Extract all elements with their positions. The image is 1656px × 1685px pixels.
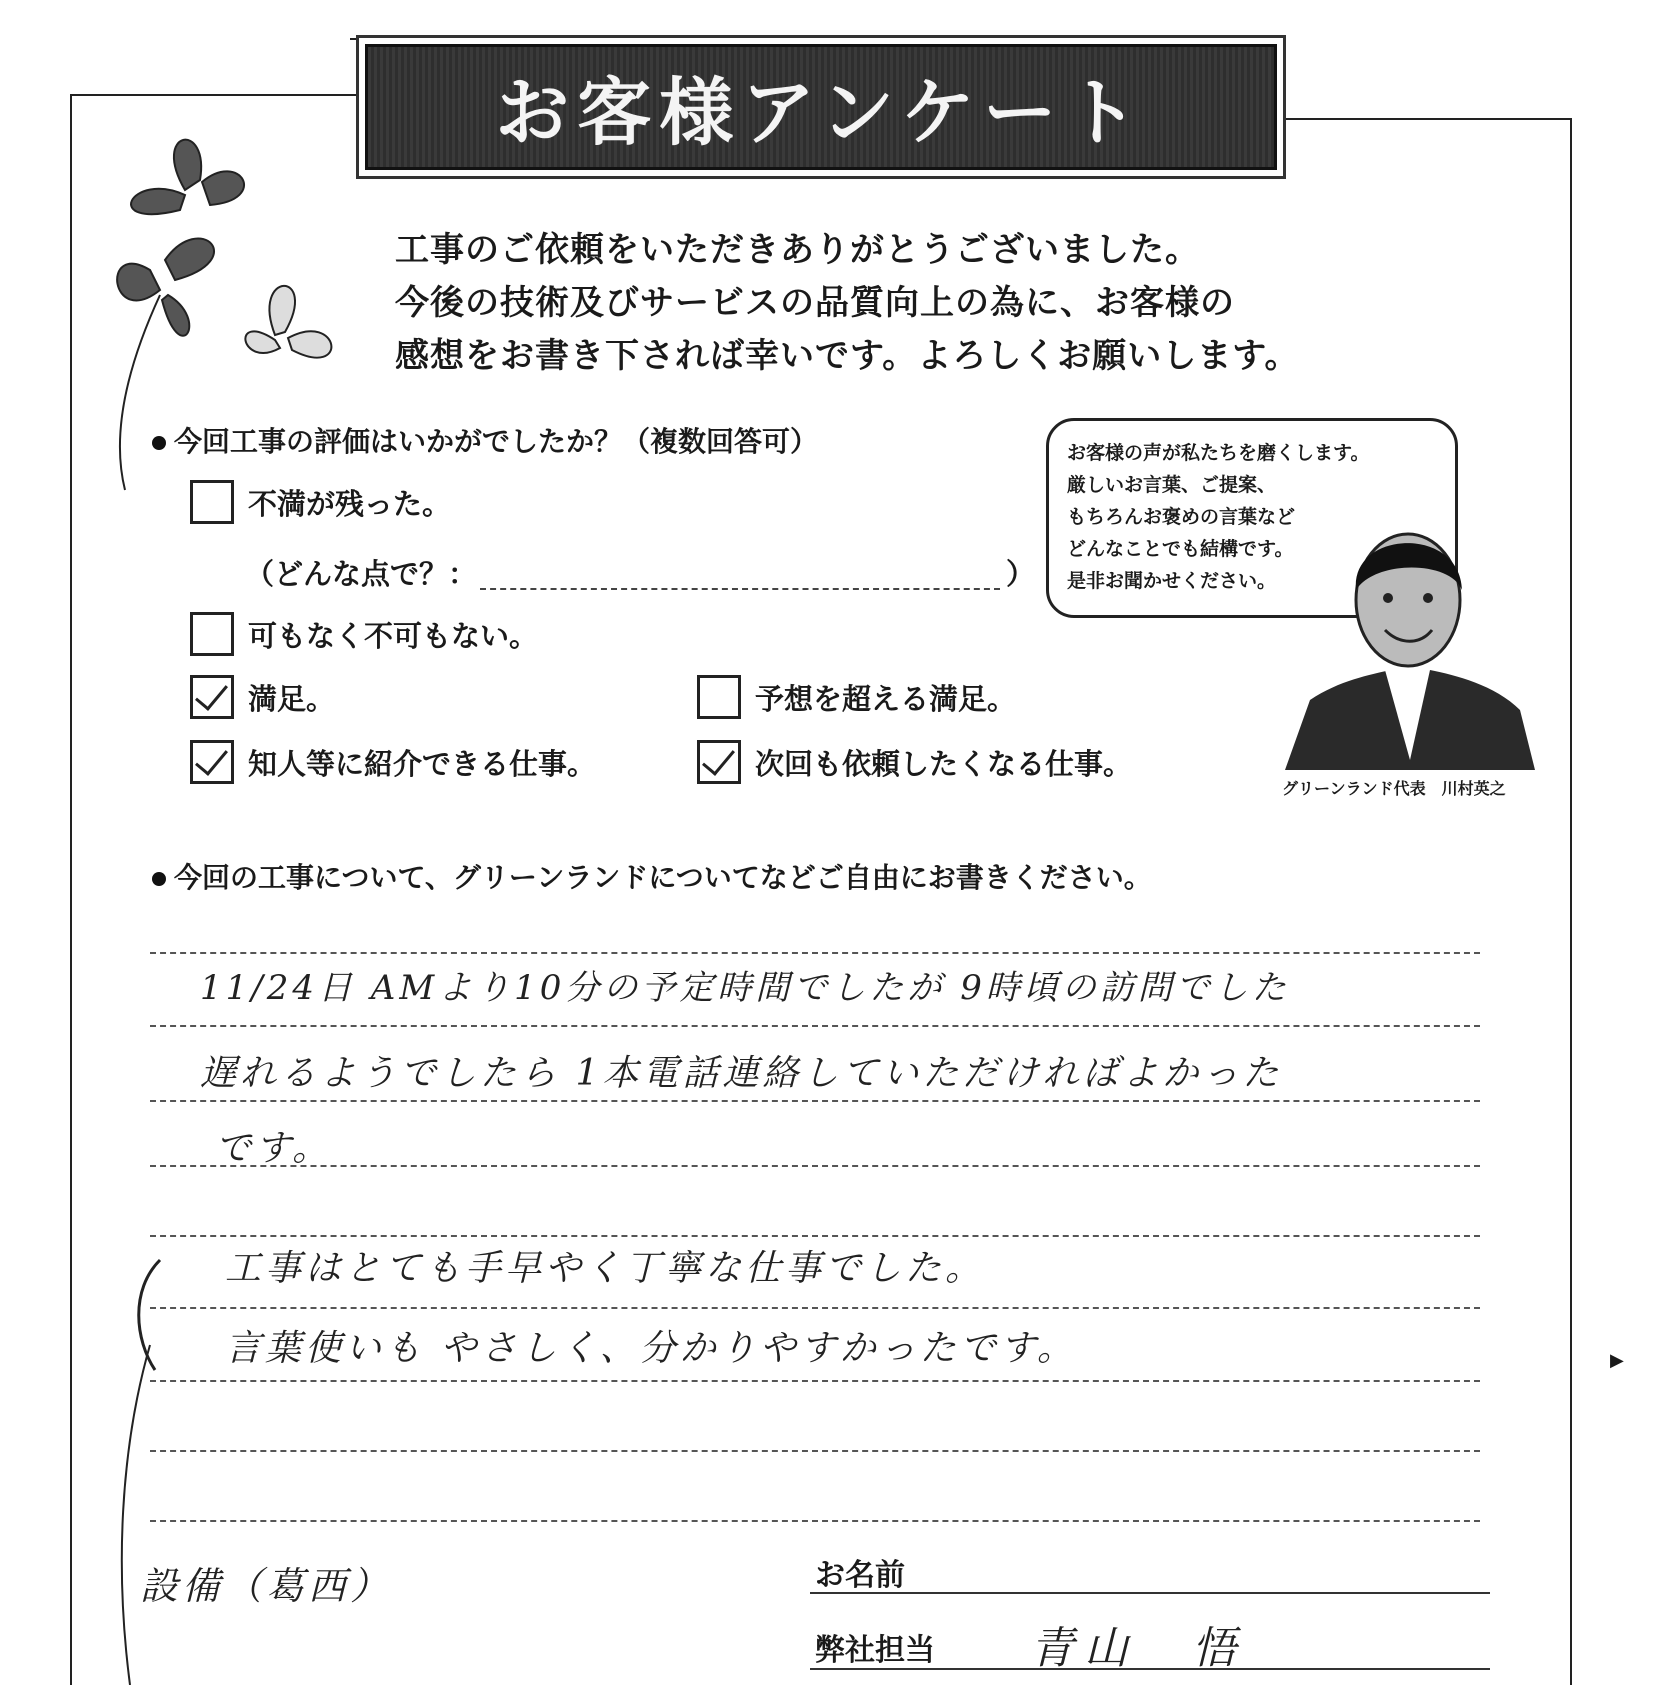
followup-input-line[interactable] — [480, 588, 1000, 590]
option-neutral[interactable] — [190, 612, 538, 656]
arrow-marker-icon: ▶ — [1610, 1350, 1624, 1371]
staff-label: 弊社担当 — [815, 1633, 935, 1668]
evaluation-heading-text: 今回工事の評価はいかがでしたか？（複数回答可） — [174, 425, 819, 458]
handwritten-comment-1: 11/24日 AMより10分の予定時間でしたが 9時頃の訪問でした — [200, 968, 1290, 1008]
intro-line-3: 感想をお書き下されば幸いです。よろしくお願いします。 — [395, 336, 1300, 376]
option-recommendable[interactable] — [190, 740, 596, 784]
bullet-icon — [152, 872, 166, 886]
handwritten-comment-3: です。 — [215, 1128, 333, 1169]
title-banner — [365, 44, 1277, 170]
handwritten-note: 設備（葛西） — [140, 1564, 393, 1608]
comment-line-7[interactable] — [150, 1380, 1480, 1382]
checkbox-beyond-expectation[interactable] — [697, 675, 741, 719]
page-title: お客様アンケート — [495, 70, 1147, 156]
checkbox-request-again[interactable] — [697, 740, 741, 784]
comment-line-1[interactable] — [150, 952, 1480, 954]
option-label: 不満が残った。 — [248, 486, 452, 521]
representative-caption: グリーンランド代表 川村英之 — [1282, 779, 1506, 798]
handwritten-comment-2: 遅れるようでしたら 1本電話連絡していただければよかった — [200, 1053, 1283, 1094]
frame-left — [70, 94, 72, 1685]
speech-line-3: もちろんお褒めの言葉など — [1067, 506, 1296, 528]
frame-right — [1570, 118, 1572, 1685]
comment-line-8[interactable] — [150, 1450, 1480, 1452]
comment-line-2[interactable] — [150, 1025, 1480, 1027]
option-request-again[interactable] — [697, 740, 1132, 784]
option-label: 予想を超える満足。 — [755, 681, 1017, 716]
comments-heading-text: 今回の工事について、グリーンランドについてなどご自由にお書きください。 — [174, 861, 1152, 894]
comment-line-3[interactable] — [150, 1100, 1480, 1102]
frame-top-left — [70, 94, 360, 96]
banner-rule-top — [350, 38, 1280, 40]
speech-line-4: どんなことでも結構です。 — [1067, 538, 1294, 560]
speech-line-5: 是非お聞かせください。 — [1067, 570, 1277, 592]
handwritten-bracket — [100, 1250, 180, 1685]
checkbox-satisfied[interactable] — [190, 675, 234, 719]
name-field-line[interactable] — [810, 1592, 1490, 1594]
option-label: 知人等に紹介できる仕事。 — [248, 746, 597, 781]
checkbox-recommendable[interactable] — [190, 740, 234, 784]
option-satisfied[interactable] — [190, 675, 335, 719]
followup-close: ） — [1006, 557, 1036, 591]
speech-line-2: 厳しいお言葉、ご提案、 — [1067, 474, 1277, 496]
frame-top-right — [1280, 118, 1570, 120]
handwritten-comment-5: 言葉使いも やさしく、分かりやすかったです。 — [225, 1328, 1077, 1369]
option-label: 満足。 — [248, 681, 336, 716]
speech-line-1: お客様の声が私たちを磨くします。 — [1067, 442, 1370, 464]
staff-name: 青山 悟 — [1030, 1623, 1246, 1674]
comment-line-6[interactable] — [150, 1307, 1480, 1309]
comment-line-5[interactable] — [150, 1235, 1480, 1237]
comment-line-4[interactable] — [150, 1165, 1480, 1167]
handwritten-comment-4: 工事はとても手早やく丁寧な仕事でした。 — [225, 1248, 986, 1289]
option-dissatisfied[interactable] — [190, 480, 451, 524]
checkbox-neutral[interactable] — [190, 612, 234, 656]
name-label: お名前 — [815, 1558, 905, 1593]
comment-line-9[interactable] — [150, 1520, 1480, 1522]
option-label: 可もなく不可もない。 — [248, 618, 539, 653]
intro-line-2: 今後の技術及びサービスの品質向上の為に、お客様の — [395, 283, 1235, 323]
intro-line-1: 工事のご依頼をいただきありがとうございました。 — [395, 230, 1200, 270]
checkbox-dissatisfied[interactable] — [190, 480, 234, 524]
representative-portrait — [1280, 520, 1540, 770]
option-label: 次回も依頼したくなる仕事。 — [755, 746, 1133, 781]
evaluation-heading — [152, 420, 818, 460]
comments-heading — [152, 856, 1152, 896]
bullet-icon — [152, 436, 166, 450]
option-beyond-expectation[interactable] — [697, 675, 1016, 719]
followup-open: （どんな点で？： — [245, 557, 478, 591]
staff-field-line[interactable] — [810, 1668, 1490, 1670]
